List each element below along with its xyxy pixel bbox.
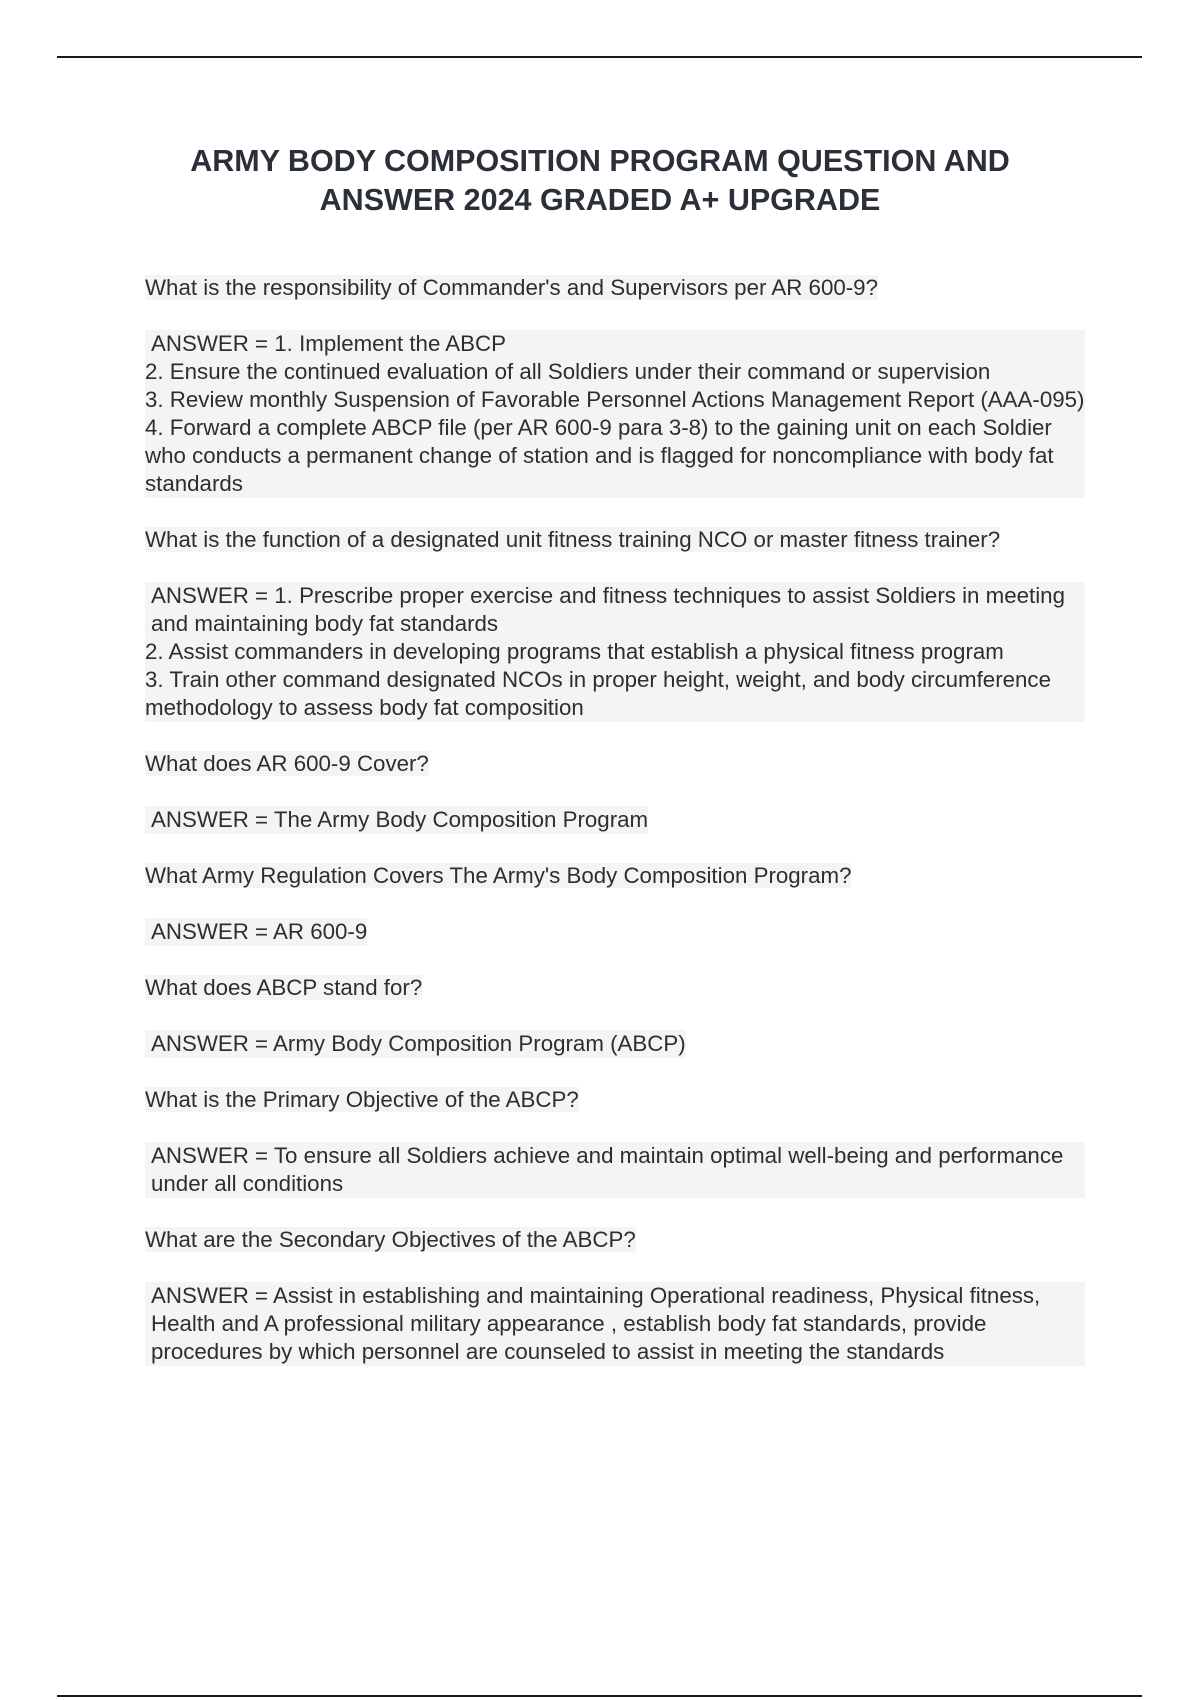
qa-item xyxy=(145,274,1085,498)
footer-rule xyxy=(57,1695,1142,1697)
answer-block xyxy=(145,330,1085,498)
question-text: What is the Primary Objective of the ABCP? xyxy=(145,1087,579,1112)
answer-line: 2. Assist commanders in developing programs that establish a physical fitness program xyxy=(145,639,1004,664)
question-text: What are the Secondary Objectives of the ABCP? xyxy=(145,1227,636,1252)
answer-line: 2. Ensure the continued evaluation of all Soldiers under their command or supervision xyxy=(145,359,991,384)
qa-list xyxy=(145,274,1085,1366)
answer-line: ANSWER = To ensure all Soldiers achieve and maintain optimal well-being and performance under all conditions xyxy=(151,1143,1064,1196)
answer-block xyxy=(145,806,648,834)
answer-block xyxy=(145,918,367,946)
question-text: What is the function of a designated unit fitness training NCO or master fitness trainer? xyxy=(145,527,1001,552)
title-line-1: ARMY BODY COMPOSITION PROGRAM QUESTION AND xyxy=(190,144,1010,178)
question-text: What does ABCP stand for? xyxy=(145,975,423,1000)
qa-item xyxy=(145,1086,1085,1198)
answer-block xyxy=(145,1030,686,1058)
answer-line: 3. Train other command designated NCOs in proper height, weight, and body circumference methodology to assess body fat composition xyxy=(145,667,1051,720)
question-text: What is the responsibility of Commander's and Supervisors per AR 600-9? xyxy=(145,275,878,300)
answer-line: ANSWER = The Army Body Composition Program xyxy=(151,807,649,832)
document-title xyxy=(100,142,1100,220)
answer-block xyxy=(145,582,1085,722)
title-line-2: ANSWER 2024 GRADED A+ UPGRADE xyxy=(319,183,881,217)
answer-line: ANSWER = 1. Prescribe proper exercise and fitness techniques to assist Soldiers in meeting and maintaining body fat standards xyxy=(151,583,1065,636)
qa-item xyxy=(145,974,1085,1058)
answer-line: ANSWER = Army Body Composition Program (ABCP) xyxy=(151,1031,686,1056)
question-text: What Army Regulation Covers The Army's Body Composition Program? xyxy=(145,863,852,888)
answer-line: ANSWER = AR 600-9 xyxy=(151,919,368,944)
answer-line: ANSWER = Assist in establishing and maintaining Operational readiness, Physical fitness, Health and A professional military appearance , establish body fat standards, provide procedures by which personnel are counseled to assist in meeting the standards xyxy=(151,1283,1041,1364)
qa-item xyxy=(145,862,1085,946)
qa-item xyxy=(145,750,1085,834)
answer-block xyxy=(145,1142,1085,1198)
qa-item xyxy=(145,526,1085,722)
answer-line: 4. Forward a complete ABCP file (per AR 600-9 para 3-8) to the gaining unit on each Soldier who conducts a permanent change of station and is flagged for noncompliance with body fat standards xyxy=(145,415,1054,496)
answer-line: 3. Review monthly Suspension of Favorable Personnel Actions Management Report (AAA-095) xyxy=(145,387,1085,412)
answer-line: ANSWER = 1. Implement the ABCP xyxy=(151,331,507,356)
question-text: What does AR 600-9 Cover? xyxy=(145,751,429,776)
header-rule xyxy=(57,56,1142,58)
qa-item xyxy=(145,1226,1085,1366)
answer-block xyxy=(145,1282,1085,1366)
